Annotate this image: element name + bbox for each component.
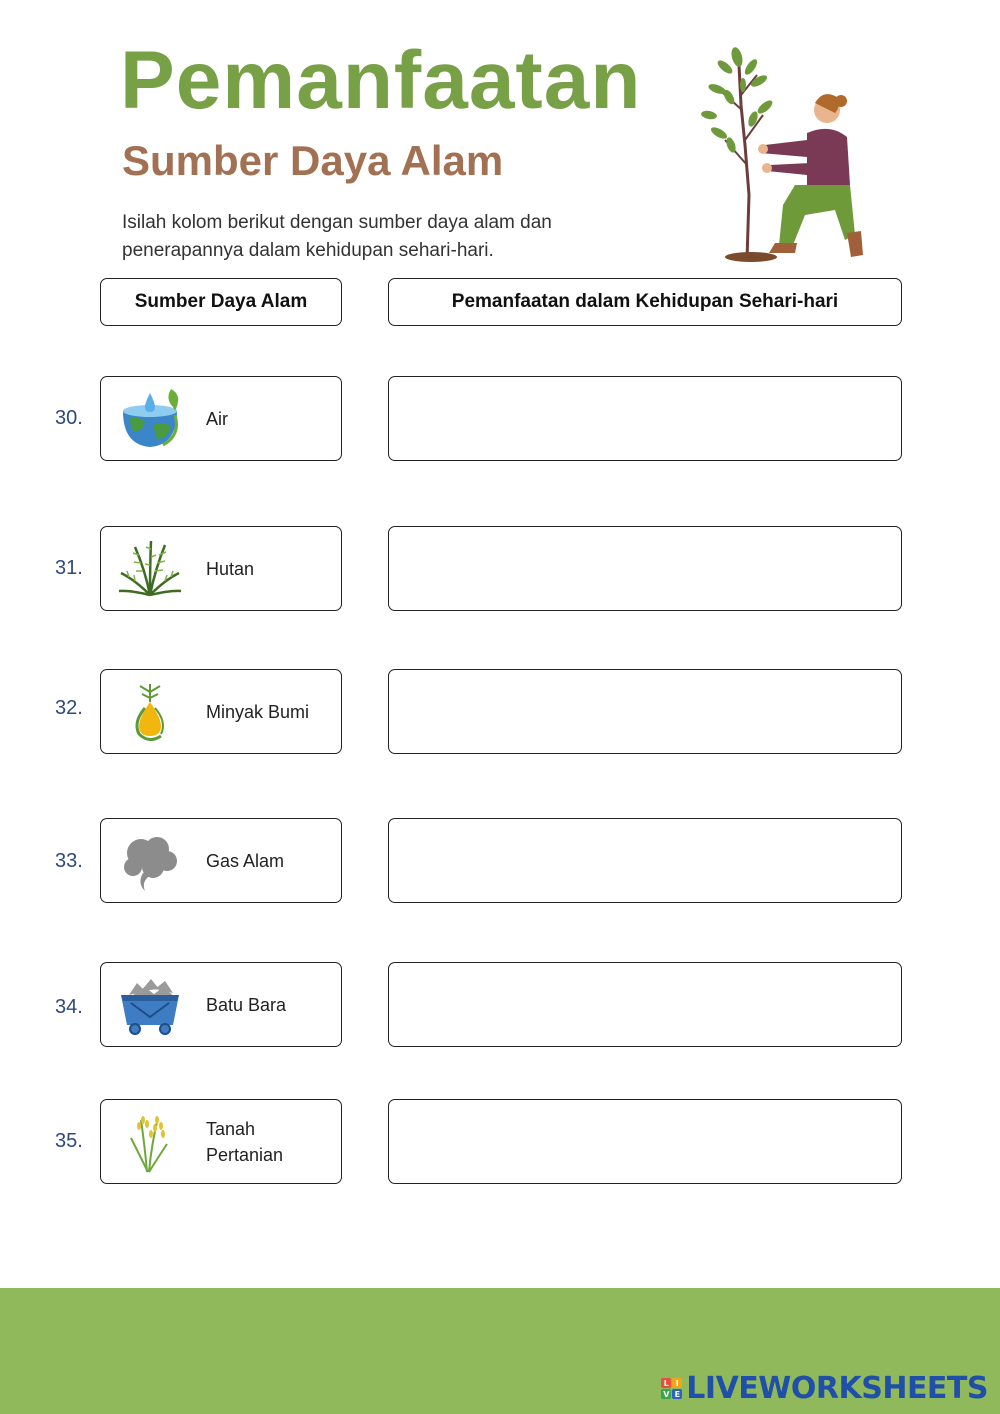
- answer-field[interactable]: [388, 526, 902, 611]
- row-number: 35.: [55, 1130, 83, 1152]
- answer-field[interactable]: [388, 376, 902, 461]
- water-earth-icon: [115, 385, 185, 451]
- gas-cloud-icon: [115, 827, 185, 893]
- instructions-line-2: penerapannya dalam kehidupan sehari-hari.: [122, 240, 494, 261]
- rice-plant-icon: [115, 1108, 185, 1174]
- row-number: 34.: [55, 996, 83, 1018]
- logo-letter: I: [672, 1378, 682, 1388]
- resource-cell: [100, 962, 342, 1047]
- resource-name: Minyak Bumi: [206, 701, 310, 722]
- column-header-resource: Sumber Daya Alam: [100, 278, 342, 326]
- resource-name: Batu Bara: [206, 994, 287, 1015]
- person-planting-tree-illustration: [695, 45, 875, 265]
- resource-name-line-2: Pertanian: [206, 1144, 284, 1165]
- resource-cell: [100, 376, 342, 461]
- page-title: Pemanfaatan: [120, 35, 642, 126]
- column-header-usage: Pemanfaatan dalam Kehidupan Sehari-hari: [388, 278, 902, 326]
- instructions-line-1: Isilah kolom berikut dengan sumber daya alam dan: [122, 212, 552, 233]
- row-number: 32.: [55, 697, 83, 719]
- logo-letter: E: [672, 1389, 682, 1399]
- logo-letter: L: [661, 1378, 671, 1388]
- coal-cart-icon: [115, 971, 185, 1037]
- page-subtitle: Sumber Daya Alam: [122, 137, 504, 184]
- row-number: 31.: [55, 557, 83, 579]
- oil-drop-icon: [115, 678, 185, 744]
- answer-field[interactable]: [388, 818, 902, 903]
- fern-icon: [115, 535, 185, 601]
- resource-name: Hutan: [206, 558, 255, 579]
- brand-name: LIVEWORKSHEETS: [686, 1371, 988, 1406]
- resource-cell: [100, 669, 342, 754]
- liveworksheets-brand[interactable]: [661, 1371, 988, 1406]
- resource-name: Gas Alam: [206, 850, 285, 871]
- row-number: 33.: [55, 850, 83, 872]
- instructions: [122, 209, 682, 265]
- resource-cell: [100, 1099, 342, 1184]
- row-number: 30.: [55, 407, 83, 429]
- answer-field[interactable]: [388, 1099, 902, 1184]
- resource-cell: [100, 526, 342, 611]
- logo-letter: V: [663, 1389, 670, 1399]
- footer-bar: [0, 1288, 1000, 1414]
- answer-field[interactable]: [388, 962, 902, 1047]
- resource-name: Air: [206, 408, 228, 429]
- liveworksheets-logo-icon: [661, 1378, 682, 1399]
- answer-field[interactable]: [388, 669, 902, 754]
- resource-name-line-1: Tanah: [206, 1118, 256, 1139]
- resource-name: [206, 1100, 336, 1183]
- resource-cell: [100, 818, 342, 903]
